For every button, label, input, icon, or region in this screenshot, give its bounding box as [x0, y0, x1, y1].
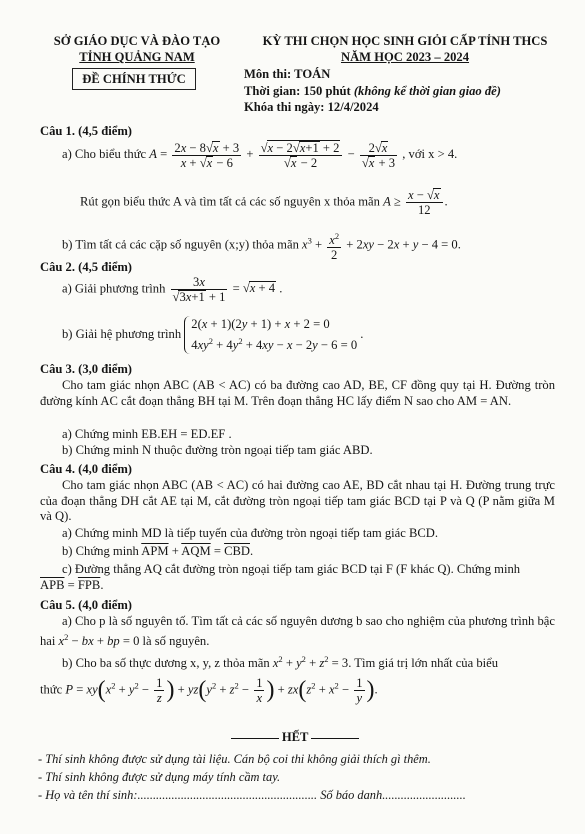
q3-body: Cho tam giác nhọn ABC (AB < AC) có ba đường cao AD, BE, CF đồng quy tại H. Đường tròn đường kính AC cắt đoạn thẳng BH tại M. Trên đoạn thẳng HC lấy điểm N sao cho AM = AN.	[40, 378, 555, 408]
q1a-intro: a) Cho biểu thức	[62, 146, 147, 161]
q4c: c) Đường thẳng AQ cắt đường tròn ngoại tiếp tam giác BCD tại F (F khác Q). Chứng minh	[62, 562, 521, 576]
q5b-tail: . Tìm giá trị lớn nhất của biểu	[348, 656, 499, 670]
q1a-task-line: Rút gọn biểu thức A và tìm tất cả các số nguyên x thỏa mãn A ≥ $\frac{x - √x}{12}$ .	[80, 188, 448, 217]
q5-heading: Câu 5. (4,0 điểm)	[40, 598, 132, 612]
q1b-line: b) Tìm tất cả các cặp số nguyên (x;y) thỏa mãn $x^3$ + $\frac{x^2}{2}$ + 2xy − 2x + y − 4 = 0.	[62, 231, 461, 262]
q4-body: Cho tam giác nhọn ABC (AB < AC) có hai đường cao AE, BD cắt nhau tại H. Đường trung trực của đoạn thẳng DH cắt AE tại M, cắt đường tròn ngoại tiếp tam giác BCD tại P và Q (P nằm giữa M và Q).	[40, 478, 555, 523]
q2b-intro: b) Giải hệ phương trình	[62, 326, 182, 341]
footer-note1: - Thí sinh không được sử dụng tài liệu. Cán bộ coi thi không giải thích gì thêm.	[38, 752, 431, 766]
q1a-task: Rút gọn biểu thức A và tìm tất cả các số nguyên x thỏa mãn	[80, 194, 380, 209]
candidate-name-dots: ..........................................................	[137, 788, 318, 802]
q2-heading: Câu 2. (4,5 điểm)	[40, 260, 132, 274]
q5b-text: b) Cho ba số thực dương x, y, z thỏa mãn	[62, 656, 270, 670]
q2b-line: b) Giải hệ phương trình 2(x + 1)(2y + 1) + x + 2 = 0 $4xy^2 + 4y^2 + 4xy - x - 2y - 6 = 0$ .	[62, 317, 364, 352]
issuer-line2: TỈNH QUẢNG NAM	[79, 50, 195, 64]
duration	[244, 83, 501, 100]
q1a-frac3: $\frac{2√x}{√x + 3}$	[361, 140, 396, 170]
q5b-line: b) Cho ba số thực dương x, y, z thỏa mãn $x^2 + y^2 + z^2 = 3$. Tìm giá trị lớn nhất của biểu	[62, 654, 499, 670]
footer-candidate-line	[38, 788, 466, 803]
q4b-intro: b) Chứng minh	[62, 544, 139, 558]
q4c-eq: $\overline{APB} = \overline{FPB}$.	[40, 578, 104, 592]
q4b-line: b) Chứng minh $\overline{APM} + \overline{AQM} = \overline{CBD}$.	[62, 544, 254, 558]
candidate-id-dots: ...........................	[382, 788, 466, 802]
q3b: b) Chứng minh N thuộc đường tròn ngoại tiếp tam giác ABD.	[62, 443, 373, 457]
exam-title: KỲ THI CHỌN HỌC SINH GIỎI CẤP TỈNH THCS	[262, 34, 548, 48]
exam-date: Khóa thi ngày: 12/4/2024	[244, 100, 379, 114]
q5a-tail: là số nguyên.	[142, 633, 210, 648]
duration-label: Thời gian: 150 phút	[244, 83, 354, 98]
q1a-line: a) Cho biểu thức A = $\frac{2x - 8√x + 3}{x + √x - 6}$ + $\frac{√x - 2√x+1 + 2}{√x - 2}$ − $\frac{2√x}{√x + 3}$ , với x > 4.	[62, 140, 458, 170]
footer-note2: - Thí sinh không được sử dụng máy tính cầm tay.	[38, 770, 281, 784]
q1b-intro: b) Tìm tất cả các cặp số nguyên (x;y) thỏa mãn	[62, 237, 299, 252]
q2b-system: 2(x + 1)(2y + 1) + x + 2 = 0 $4xy^2 + 4y^2 + 4xy - x - 2y - 6 = 0$	[184, 316, 357, 354]
candidate-id-label: Số báo danh	[317, 788, 383, 802]
q5b-expr-label: thức	[40, 682, 63, 697]
candidate-name-label: - Họ và tên thí sinh:	[38, 788, 138, 802]
end-mark-text: HẾT	[281, 730, 309, 744]
exam-header	[250, 33, 560, 65]
issuer-header	[42, 33, 232, 65]
q5a-text: a) Cho p là số nguyên tố. Tìm tất cả các số nguyên dương b sao cho nghiệm của phương trình bậc hai	[40, 614, 555, 648]
q1a-condition: , với x > 4.	[402, 146, 458, 161]
q3a: a) Chứng minh EB.EH = ED.EF .	[62, 427, 232, 441]
q1a-frac1: $\frac{2x - 8√x + 3}{x + √x - 6}$	[174, 140, 240, 170]
q5b-expr-line: thức $P = xy(x^2 + y^2$ − $\frac{1}{z}$ ) + $yz(y^2 + z^2$ − $\frac{1}{x}$ ) + $zx(z^2 + x^2$ − $\frac{1}{y}$ ).	[40, 676, 378, 705]
q3-heading: Câu 3. (3,0 điểm)	[40, 362, 132, 376]
q2a-line: a) Giải phương trình $\frac{3x}{√3x+1 + 1}$ = √x + 4 .	[62, 275, 283, 304]
issuer-line1: SỞ GIÁO DỤC VÀ ĐÀO TẠO	[53, 34, 221, 48]
q1-heading: Câu 1. (4,5 điểm)	[40, 124, 132, 138]
q4a: a) Chứng minh MD là tiếp tuyến của đường tròn ngoại tiếp tam giác BCD.	[62, 526, 439, 540]
school-year: NĂM HỌC 2023 – 2024	[340, 50, 470, 64]
q5a: a) Cho p là số nguyên tố. Tìm tất cả các số nguyên dương b sao cho nghiệm của phương trình bậc hai $x^2$ − bx + bp = 0 là số nguyên.	[40, 614, 555, 648]
subject: Môn thi: TOÁN	[244, 67, 331, 81]
official-badge: ĐỀ CHÍNH THỨC	[72, 68, 196, 90]
q2a-intro: a) Giải phương trình	[62, 281, 166, 296]
end-mark	[210, 730, 380, 745]
q4-heading: Câu 4. (4,0 điểm)	[40, 462, 132, 476]
exam-meta	[244, 66, 501, 116]
duration-note: (không kể thời gian giao đề)	[353, 83, 501, 98]
q1a-frac2: $\frac{√x - 2√x+1 + 2}{√x - 2}$	[259, 140, 343, 170]
